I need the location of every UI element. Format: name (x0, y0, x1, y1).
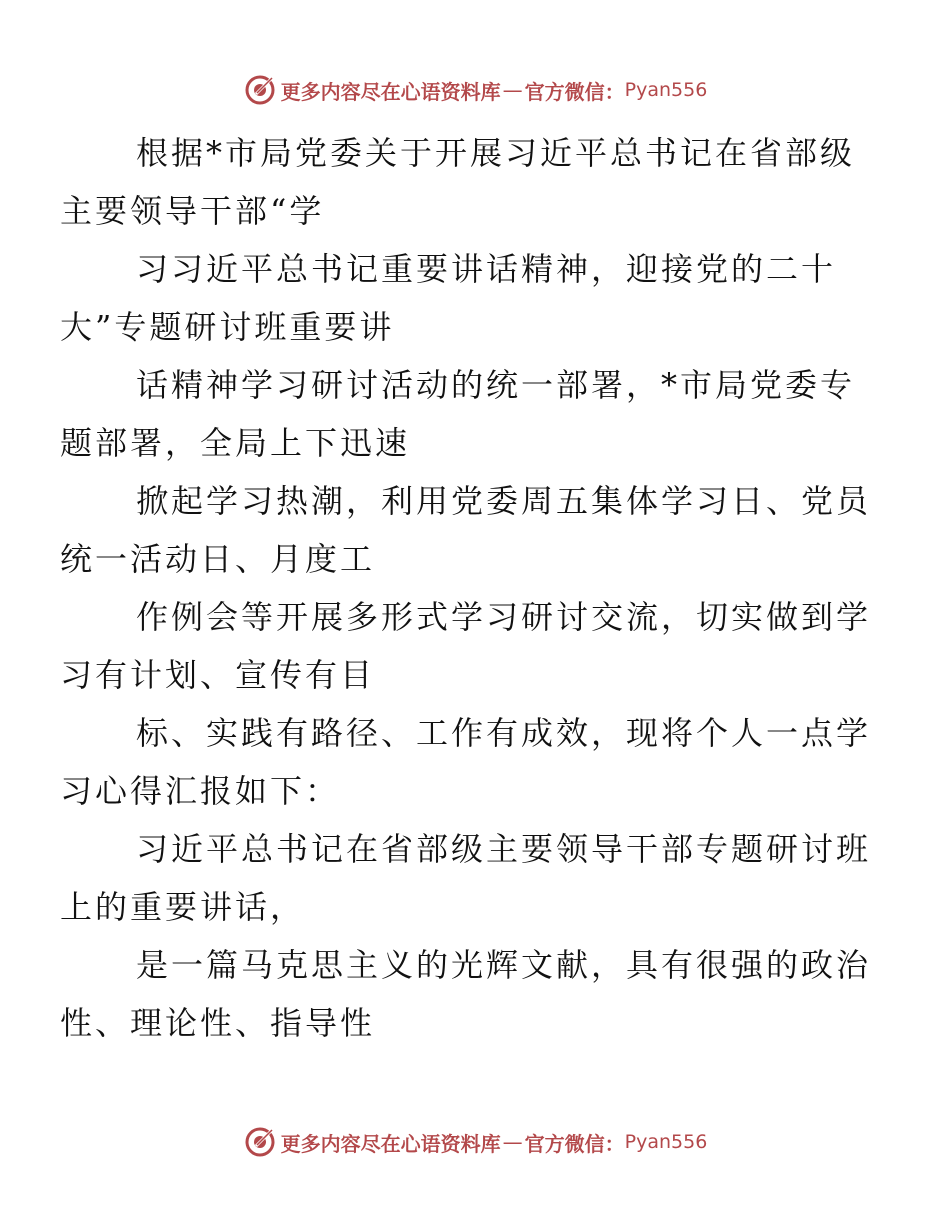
paragraph-line: 习心得汇报如下： (60, 772, 341, 810)
paragraph-line: 主要领导干部“学 (60, 192, 325, 230)
watermark-label: 官方微信： (524, 79, 625, 104)
paragraph-line: 标、实践有路径、工作有成效，现将个人一点学 (136, 714, 872, 752)
watermark-title: 更多内容尽在心语资料库 (280, 79, 501, 104)
paragraph-line: 作例会等开展多形式学习研讨交流，切实做到学 (136, 598, 872, 636)
paragraph-line: 话精神学习研讨活动的统一部署，*市局党委专 (136, 366, 856, 404)
document-body (60, 124, 872, 1052)
paragraph-line: 性、理论性、指导性 (60, 1004, 376, 1042)
watermark-separator: — (502, 78, 523, 102)
watermark-separator: — (502, 1130, 523, 1154)
paragraph-3 (60, 356, 858, 472)
footer-watermark (0, 1122, 950, 1162)
header-watermark (0, 70, 950, 110)
paragraph-6 (60, 704, 872, 820)
paragraph-line: 习有计划、宣传有目 (60, 656, 376, 694)
paragraph-line: 统一活动日、月度工 (60, 540, 376, 578)
paragraph-8 (60, 936, 872, 1052)
paragraph-line: 大”专题研讨班重要讲 (60, 308, 395, 346)
watermark-label: 官方微信： (524, 1131, 625, 1156)
watermark-wechat-id: Pyan556 (624, 1131, 708, 1153)
paragraph-line: 题部署，全局上下迅速 (60, 424, 411, 462)
watermark-title: 更多内容尽在心语资料库 (280, 1131, 501, 1156)
watermark-wechat-id: Pyan556 (624, 79, 708, 101)
paragraph-line: 习近平总书记在省部级主要领导干部专题研讨班 (136, 830, 872, 868)
paragraph-1 (60, 124, 858, 240)
paragraph-4 (60, 472, 872, 588)
brand-logo-icon (243, 73, 277, 107)
paragraph-7 (60, 820, 872, 936)
brand-logo-icon (243, 1125, 277, 1159)
paragraph-2 (60, 240, 858, 356)
paragraph-line: 习习近平总书记重要讲话精神，迎接党的二十 (136, 250, 837, 288)
paragraph-line: 上的重要讲话， (60, 888, 306, 926)
paragraph-5 (60, 588, 872, 704)
paragraph-line: 掀起学习热潮，利用党委周五集体学习日、党员 (136, 482, 872, 520)
paragraph-line: 根据*市局党委关于开展习近平总书记在省部级 (136, 134, 856, 172)
paragraph-line: 是一篇马克思主义的光辉文献，具有很强的政治 (136, 946, 872, 984)
